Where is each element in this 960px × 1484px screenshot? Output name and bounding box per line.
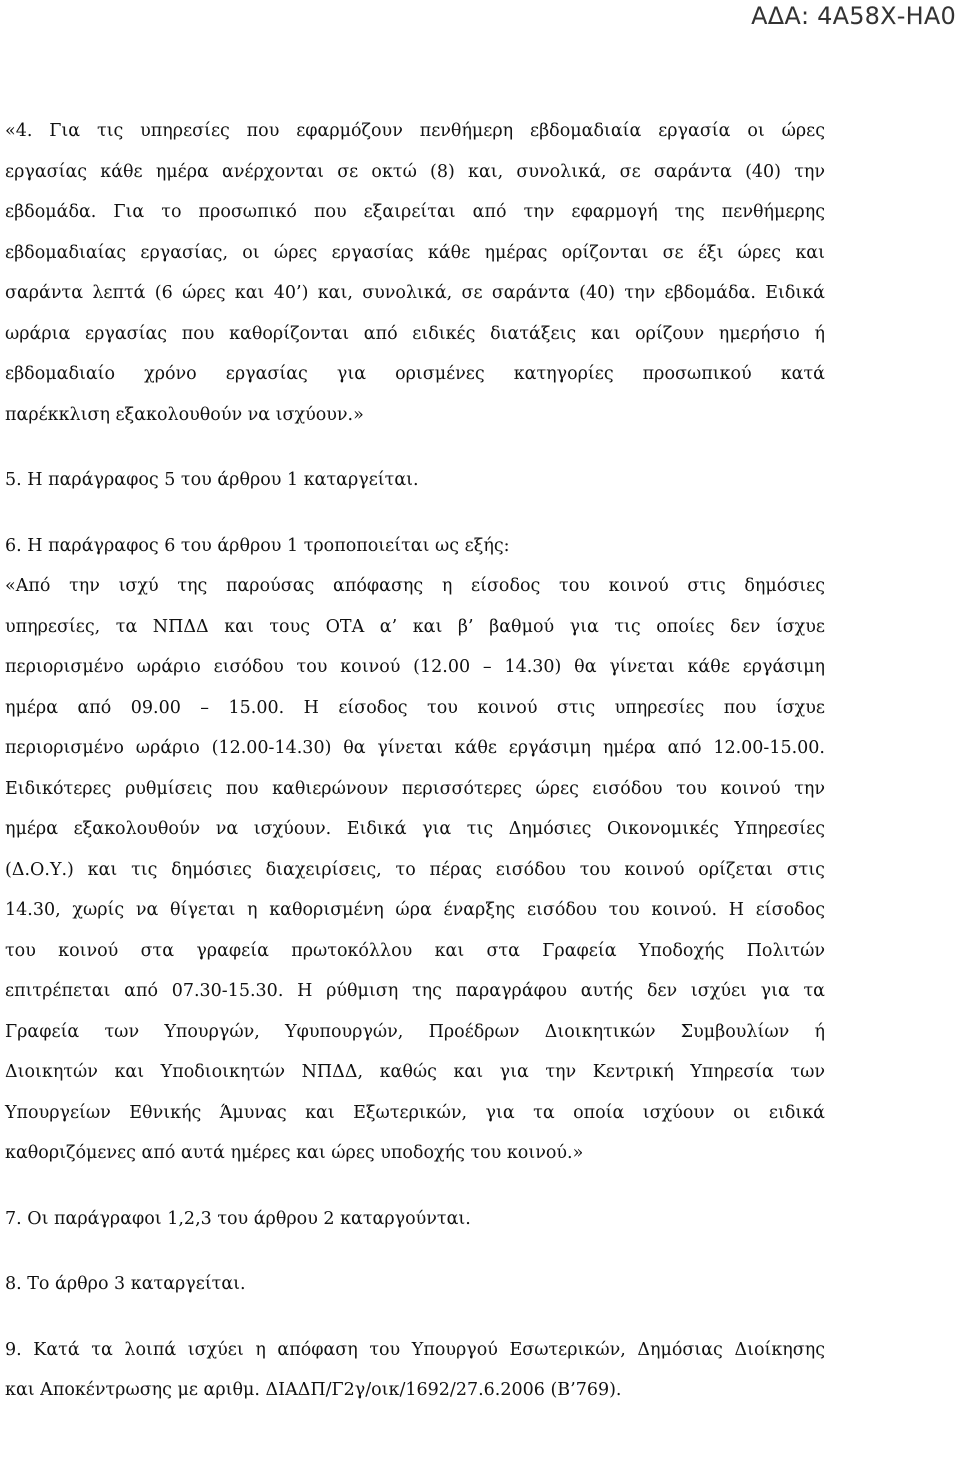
paragraph-9-line: και Αποκέντρωσης με αριθμ. ΔΙΑΔΠ/Γ2γ/οικ/1692/27.6.2006 (Β’769). [5, 1380, 622, 1400]
paragraph-4-line: εβδομαδιαίο χρόνο εργασίας για ορισμένες κατηγορίες προσωπικού κατά [5, 364, 825, 384]
paragraph-6-line: 14.30, χωρίς να θίγεται η καθορισμένη ώρα έναρξης εισόδου του κοινού. Η είσοδος [5, 900, 825, 920]
paragraph-6-line: του κοινού στα γραφεία πρωτοκόλλου και στα Γραφεία Υποδοχής Πολιτών [5, 940, 825, 961]
paragraph-6-line: ημέρα εξακολουθούν να ισχύουν. Ειδικά για τις Δημόσιες Οικονομικές Υπηρεσίες [5, 819, 825, 839]
paragraph-5-line: 5. Η παράγραφος 5 του άρθρου 1 καταργείται. [5, 470, 419, 490]
paragraph-4-line: εβδομάδα. Για το προσωπικό που εξαιρείται από την εφαρμογή της πενθήμερης [5, 202, 825, 222]
paragraph-8-line: 8. Το άρθρο 3 καταργείται. [5, 1274, 246, 1294]
paragraph-6-line: περιορισμένο ωράριο (12.00-14.30) θα γίνεται κάθε εργάσιμη ημέρα από 12.00-15.00. [5, 738, 825, 758]
paragraph-6-line: Ειδικότερες ρυθμίσεις που καθιερώνουν περισσότερες ώρες εισόδου του κοινού την [5, 778, 825, 799]
document-body [5, 111, 825, 1411]
paragraph-6-line: Διοικητών και Υποδιοικητών ΝΠΔΔ, καθώς και για την Κεντρική Υπηρεσία των [5, 1062, 825, 1082]
paragraph-5 [5, 460, 825, 501]
paragraph-6-line: Υπουργείων Εθνικής Άμυνας και Εξωτερικών, για τα οποία ισχύουν οι ειδικά [5, 1102, 825, 1123]
paragraph-7-line: 7. Οι παράγραφοι 1,2,3 του άρθρου 2 καταργούνται. [5, 1208, 471, 1229]
paragraph-4-line: σαράντα λεπτά (6 ώρες και 40’) και, συνολικά, σε σαράντα (40) την εβδομάδα. Ειδικά [5, 283, 825, 303]
paragraph-6-line: 6. Η παράγραφος 6 του άρθρου 1 τροποποιείται ως εξής: [5, 535, 510, 556]
paragraph-6-line: ημέρα από 09.00 – 15.00. Η είσοδος του κοινού στις υπηρεσίες που ίσχυε [5, 697, 825, 718]
paragraph-4-line: παρέκκλιση εξακολουθούν να ισχύουν.» [5, 404, 364, 425]
paragraph-4-line: «4. Για τις υπηρεσίες που εφαρμόζουν πενθήμερη εβδομαδιαία εργασία οι ώρες [5, 121, 825, 141]
paragraph-6-line: καθοριζόμενες από αυτά ημέρες και ώρες υποδοχής του κοινού.» [5, 1143, 584, 1163]
paragraph-9 [5, 1330, 825, 1411]
paragraph-6-line: περιορισμένο ωράριο εισόδου του κοινού (12.00 – 14.30) θα γίνεται κάθε εργάσιμη [5, 657, 825, 677]
paragraph-6 [5, 526, 825, 1174]
paragraph-4-line: εργασίας κάθε ημέρα ανέρχονται σε οκτώ (8) και, συνολικά, σε σαράντα (40) την [5, 161, 825, 182]
paragraph-6-line: επιτρέπεται από 07.30-15.30. Η ρύθμιση της παραγράφου αυτής δεν ισχύει για τα [5, 981, 825, 1001]
paragraph-6-line: «Από την ισχύ της παρούσας απόφασης η είσοδος του κοινού στις δημόσιες [5, 576, 825, 596]
paragraph-6-line: (Δ.Ο.Υ.) και τις δημόσιες διαχειρίσεις, το πέρας εισόδου του κοινού ορίζεται στις [5, 859, 825, 880]
paragraph-4-line: ωράρια εργασίας που καθορίζονται από ειδικές διατάξεις και ορίζουν ημερήσιο ή [5, 323, 825, 344]
paragraph-6-line: Γραφεία των Υπουργών, Υφυπουργών, Προέδρων Διοικητικών Συμβουλίων ή [5, 1021, 825, 1042]
paragraph-4-line: εβδομαδιαίας εργασίας, οι ώρες εργασίας κάθε ημέρας ορίζονται σε έξι ώρες και [5, 242, 825, 263]
ada-code: ΑΔΑ: 4Α58Χ-ΗΑ0 [751, 2, 956, 30]
paragraph-7 [5, 1199, 825, 1240]
paragraph-4 [5, 111, 825, 435]
paragraph-9-line: 9. Κατά τα λοιπά ισχύει η απόφαση του Υπουργού Εσωτερικών, Δημόσιας Διοίκησης [5, 1339, 825, 1360]
paragraph-6-line: υπηρεσίες, τα ΝΠΔΔ και τους ΟΤΑ α’ και β’ βαθμού για τις οποίες δεν ίσχυε [5, 616, 825, 637]
paragraph-8 [5, 1264, 825, 1305]
